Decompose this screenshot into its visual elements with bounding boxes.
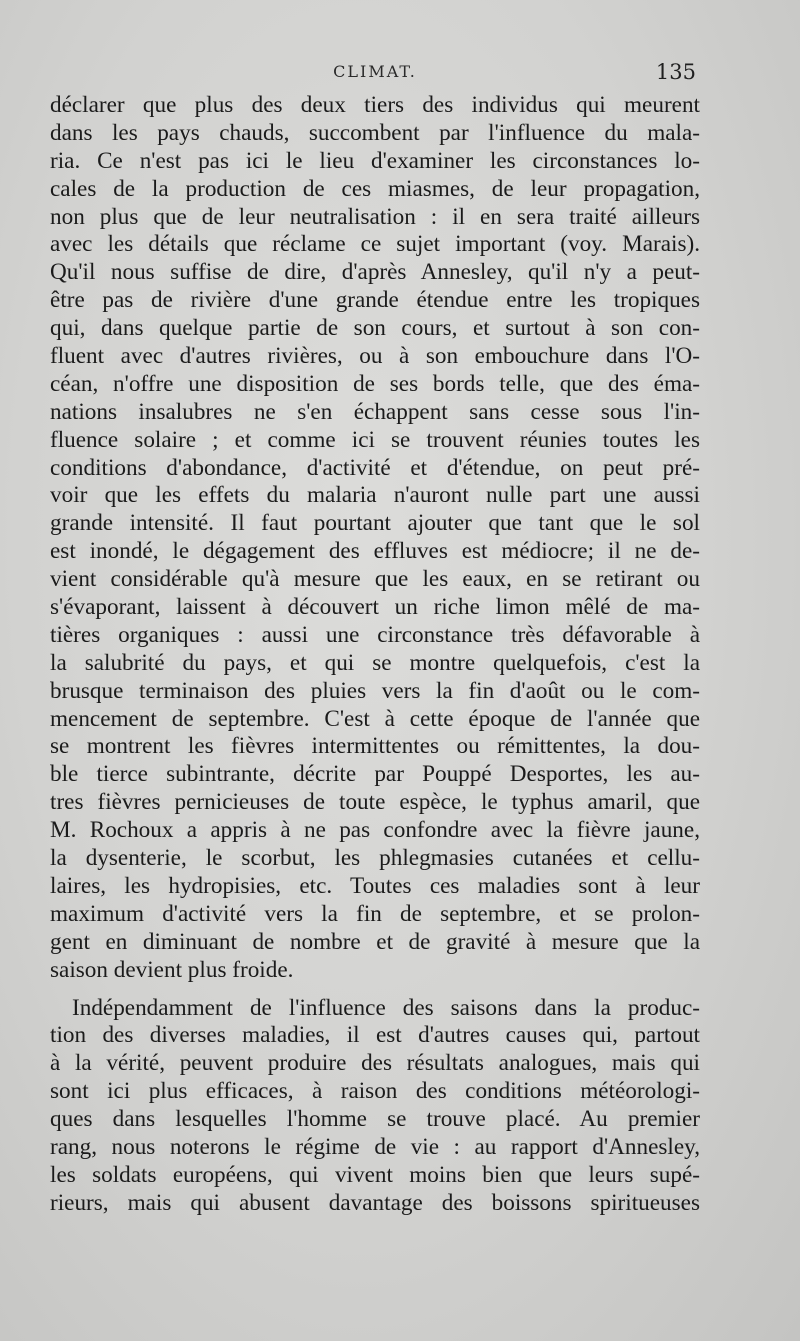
text-line: non plus que de leur neutralisation : il en sera traité ailleurs [50,203,700,230]
text-line: la dysenterie, le scorbut, les phlegmasies cutanées et cellu- [50,845,700,872]
text-line: fluent avec d'autres rivières, ou à son embouchure dans l'O- [50,343,700,370]
text-line: rang, nous noterons le régime de vie : au rapport d'Annesley, [50,1133,700,1160]
paragraph [50,995,700,1218]
text-line: saison devient plus froide. [50,956,294,983]
paragraph-gap [50,985,700,995]
text-line: est inondé, le dégagement des effluves est médiocre; il ne de- [50,538,700,565]
text-line: Indépendamment de l'influence des saisons dans la produc- [72,994,700,1021]
text-line: tion des diverses maladies, il est d'autres causes qui, partout [50,1022,700,1049]
text-line: sont ici plus efficaces, à raison des conditions météorologi- [50,1078,700,1105]
page-number: 135 [655,60,696,84]
text-line: se montrent les fièvres intermittentes ou rémittentes, la dou- [50,733,700,760]
text-line: cales de la production de ces miasmes, de leur propagation, [50,175,700,202]
text-line: ques dans lesquelles l'homme se trouve placé. Au premier [50,1106,700,1133]
text-line: grande intensité. Il faut pourtant ajouter que tant que le sol [50,510,700,537]
body-text [50,92,700,1218]
text-line: s'évaporant, laissent à découvert un riche limon mêlé de ma- [50,594,700,621]
paragraph [50,92,700,985]
text-line: Qu'il nous suffise de dire, d'après Annesley, qu'il n'y a peut- [50,259,700,286]
text-line: à la vérité, peuvent produire des résultats analogues, mais qui [50,1050,700,1077]
text-line: la salubrité du pays, et qui se montre quelquefois, c'est la [50,649,700,676]
text-line: qui, dans quelque partie de son cours, et surtout à son con- [50,315,700,342]
text-line: tres fièvres pernicieuses de toute espèce, le typhus amaril, que [50,789,700,816]
text-line: les soldats européens, qui vivent moins bien que leurs supé- [50,1161,700,1188]
text-line: fluence solaire ; et comme ici se trouvent réunies toutes les [50,426,700,453]
text-line: conditions d'abondance, d'activité et d'étendue, on peut pré- [50,454,700,481]
text-line: maximum d'activité vers la fin de septembre, et se prolon- [50,900,700,927]
text-line: laires, les hydropisies, etc. Toutes ces maladies sont à leur [50,872,700,899]
text-line: ria. Ce n'est pas ici le lieu d'examiner les circonstances lo- [50,147,700,174]
text-line: nations insalubres ne s'en échappent sans cesse sous l'in- [50,398,700,425]
text-line: mencement de septembre. C'est à cette époque de l'année que [50,705,700,732]
text-line: avec les détails que réclame ce sujet important (voy. Marais). [50,231,700,258]
text-line: tières organiques : aussi une circonstance très défavorable à [50,621,700,648]
text-line: ble tierce subintrante, décrite par Pouppé Desportes, les au- [50,761,700,788]
text-line: être pas de rivière d'une grande étendue entre les tropiques [50,287,700,314]
text-line: brusque terminaison des pluies vers la fin d'août ou le com- [50,677,700,704]
text-line: céan, n'offre une disposition de ses bords telle, que des éma- [50,370,700,397]
text-line: dans les pays chauds, succombent par l'influence du mala- [50,119,700,146]
text-line: déclarer que plus des deux tiers des individus qui meurent [50,92,700,118]
running-head: CLIMAT. [333,62,417,81]
text-line: M. Rochoux a appris à ne pas confondre avec la fièvre jaune, [50,817,700,844]
text-line: voir que les effets du malaria n'auront nulle part une aussi [50,482,700,509]
text-line: rieurs, mais qui abusent davantage des boissons spiritueuses [50,1189,700,1216]
text-line: vient considérable qu'à mesure que les eaux, en se retirant ou [50,566,700,593]
text-line: gent en diminuant de nombre et de gravité à mesure que la [50,928,700,955]
page-header [50,62,700,90]
